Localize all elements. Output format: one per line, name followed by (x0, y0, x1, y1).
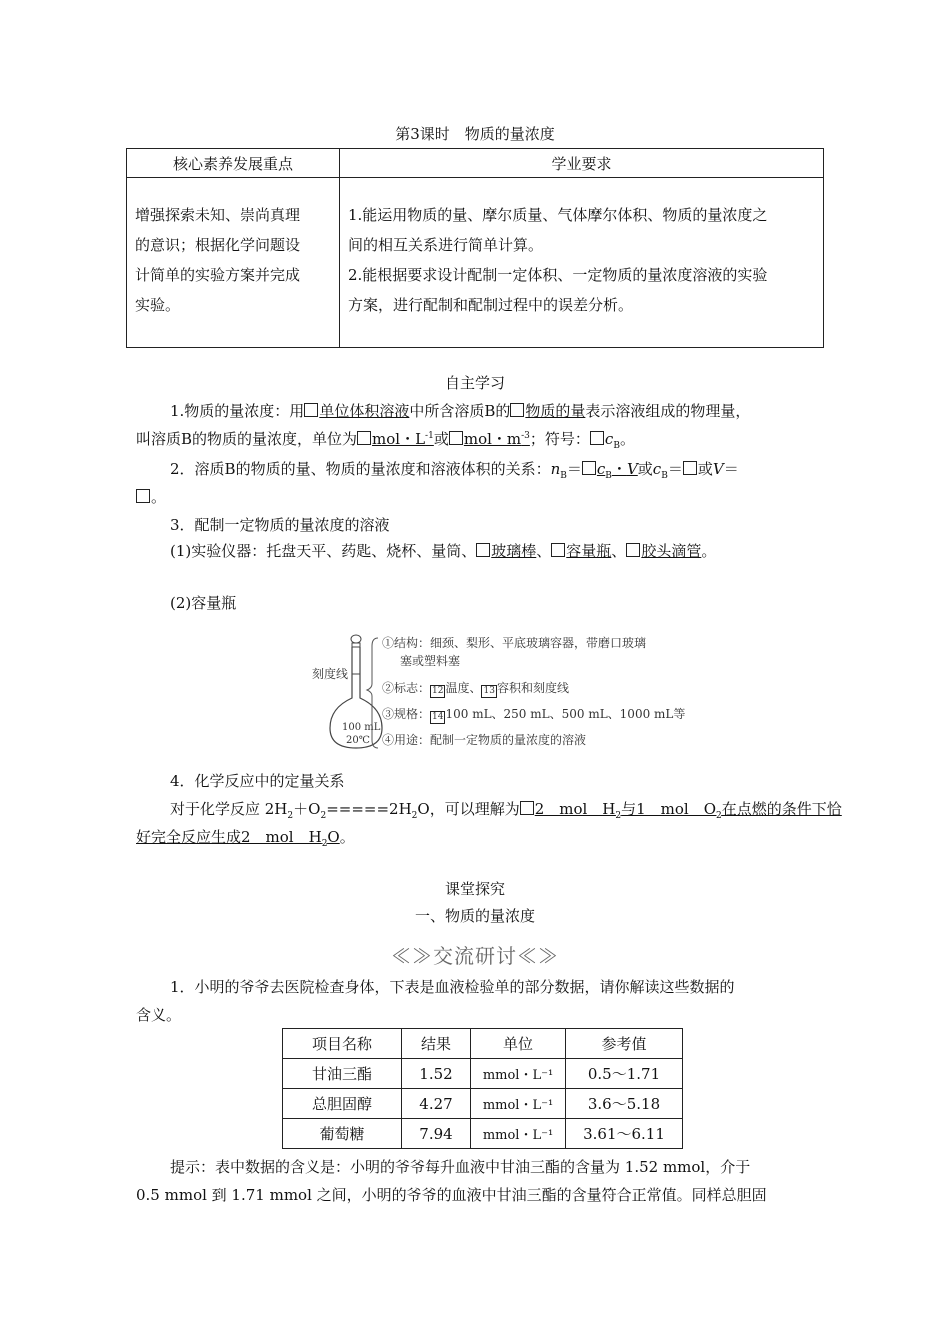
paragraph-4-text: 对于化学反应 $2H_2+O_2=====2H_2O$，可以理解为 2 mol $H_2$与1 mol $O_2$在点燃的条件下恰 (170, 800, 842, 821)
table-cell: 甘油三酯 (283, 1059, 402, 1089)
flask-structure-text-cont: 塞或塑料塞 (400, 654, 461, 668)
paragraph-3: 3．配制一定物质的量浓度的溶液 (170, 516, 390, 534)
answer-box (520, 801, 534, 815)
section-self-study: 自主学习 (444, 374, 505, 392)
table-header: 结果 (402, 1029, 471, 1059)
blood-test-table (282, 1028, 683, 1149)
flask-use-text: ④用途：配制一定物质的量浓度的溶液 (382, 733, 587, 747)
table-header: 单位 (471, 1029, 566, 1059)
table-header: 参考值 (566, 1029, 683, 1059)
answer-box (683, 461, 697, 475)
paragraph-4-cont: 好完全反应生成2 mol $H_2O$。 (136, 828, 355, 849)
section-class-inquiry: 课堂探究 (444, 880, 505, 898)
goals-right-line: 间的相互关系进行简单计算。 (348, 236, 544, 254)
discussion-banner: ≪≫交流研讨≪≫ (391, 944, 559, 968)
table-cell: 4.27 (402, 1089, 471, 1119)
volumetric-flask-figure (308, 632, 688, 752)
answer-box (626, 543, 640, 557)
table-cell: 1.52 (402, 1059, 471, 1089)
flask-spec-text: ③规格： 14 100 mL、250 mL、500 mL、1000 mL等 (382, 707, 686, 722)
question-1-cont: 含义。 (136, 1006, 182, 1024)
answer-box (510, 403, 524, 417)
answer-box (136, 489, 150, 503)
hint-text: 提示：表中数据的含义是：小明的爷爷每升血液中甘油三酯的含量为 1.52 mmol，介于 (170, 1158, 751, 1176)
table-cell: 3.6～5.18 (566, 1089, 683, 1119)
goals-header-left: 核心素养发展重点 (127, 149, 340, 178)
table-cell: 0.5～1.71 (566, 1059, 683, 1089)
answer-box (449, 431, 463, 445)
table-header-row (283, 1029, 683, 1059)
answer-box (304, 403, 318, 417)
mark-line-label: 刻度线 (312, 667, 349, 681)
answer-box (357, 431, 371, 445)
paragraph-4: 4．化学反应中的定量关系 (170, 772, 345, 790)
table-cell: 总胆固醇 (283, 1089, 402, 1119)
paragraph-1: 1.物质的量浓度：用 单位体积溶液中所含溶质B的 物质的量表示溶液组成的物理量， (170, 402, 751, 420)
subsection-title: 一、物质的量浓度 (414, 907, 535, 925)
goals-left-line: 计简单的实验方案并完成 (135, 266, 301, 284)
table-cell: mmol・L⁻¹ (471, 1059, 566, 1089)
goals-right-cell (340, 178, 824, 348)
table-cell: 3.61～6.11 (566, 1119, 683, 1149)
table-row (283, 1089, 683, 1119)
goals-left-line: 实验。 (135, 296, 181, 314)
answer-box (582, 461, 596, 475)
paragraph-3-1: (1)实验仪器：托盘天平、药匙、烧杯、量筒、 玻璃棒、 容量瓶、 胶头滴管。 (170, 542, 717, 560)
flask-mark-text: ②标志： 12 温度、 13 容积和刻度线 (382, 681, 569, 696)
table-row (283, 1059, 683, 1089)
table-cell: mmol・L⁻¹ (471, 1119, 566, 1149)
answer-box (476, 543, 490, 557)
paragraph-2: 2．溶质B的物质的量、物质的量浓度和溶液体积的关系：$n_B= c_B$・V或$c_B=$ 或V＝ (170, 460, 739, 481)
table-header: 项目名称 (283, 1029, 402, 1059)
goals-right-line: 方案，进行配制和配制过程中的误差分析。 (348, 296, 634, 314)
hint-text-cont: 0.5 mmol 到 1.71 mmol 之间，小明的爷爷的血液中甘油三酯的含量符合正常值。同样总胆固 (136, 1186, 767, 1204)
answer-box (590, 431, 604, 445)
flask-temp-label: 20℃ (346, 735, 370, 746)
page-title: 第3课时 物质的量浓度 (395, 125, 555, 143)
goals-header-right: 学业要求 (340, 149, 824, 178)
goals-right-line: 1.能运用物质的量、摩尔质量、气体摩尔体积、物质的量浓度之 (348, 206, 768, 224)
flask-structure-text: ①结构：细颈、梨形、平底玻璃容器，带磨口玻璃 (382, 636, 647, 650)
paragraph-3-2: (2)容量瓶 (170, 594, 237, 612)
goals-left-line: 增强探索未知、崇尚真理 (135, 206, 301, 224)
table-row (283, 1119, 683, 1149)
goals-right-line: 2.能根据要求设计配制一定体积、一定物质的量浓度溶液的实验 (348, 266, 768, 284)
paragraph-1-cont: 叫溶质B的物质的量浓度，单位为 mol・$L^{-1}$或 mol・$m^{-3}$；符号： $c_B$。 (136, 430, 635, 451)
flask-volume-label: 100 mL (342, 722, 381, 733)
paragraph-2-cont: 。 (136, 486, 816, 507)
table-cell: 7.94 (402, 1119, 471, 1149)
table-cell: mmol・L⁻¹ (471, 1089, 566, 1119)
question-1: 1．小明的爷爷去医院检查身体，下表是血液检验单的部分数据，请你解读这些数据的 (170, 978, 735, 996)
goals-table (126, 148, 824, 348)
goals-left-line: 的意识；根据化学问题设 (135, 236, 301, 254)
answer-box (551, 543, 565, 557)
goals-left-cell (127, 178, 340, 348)
table-cell: 葡萄糖 (283, 1119, 402, 1149)
